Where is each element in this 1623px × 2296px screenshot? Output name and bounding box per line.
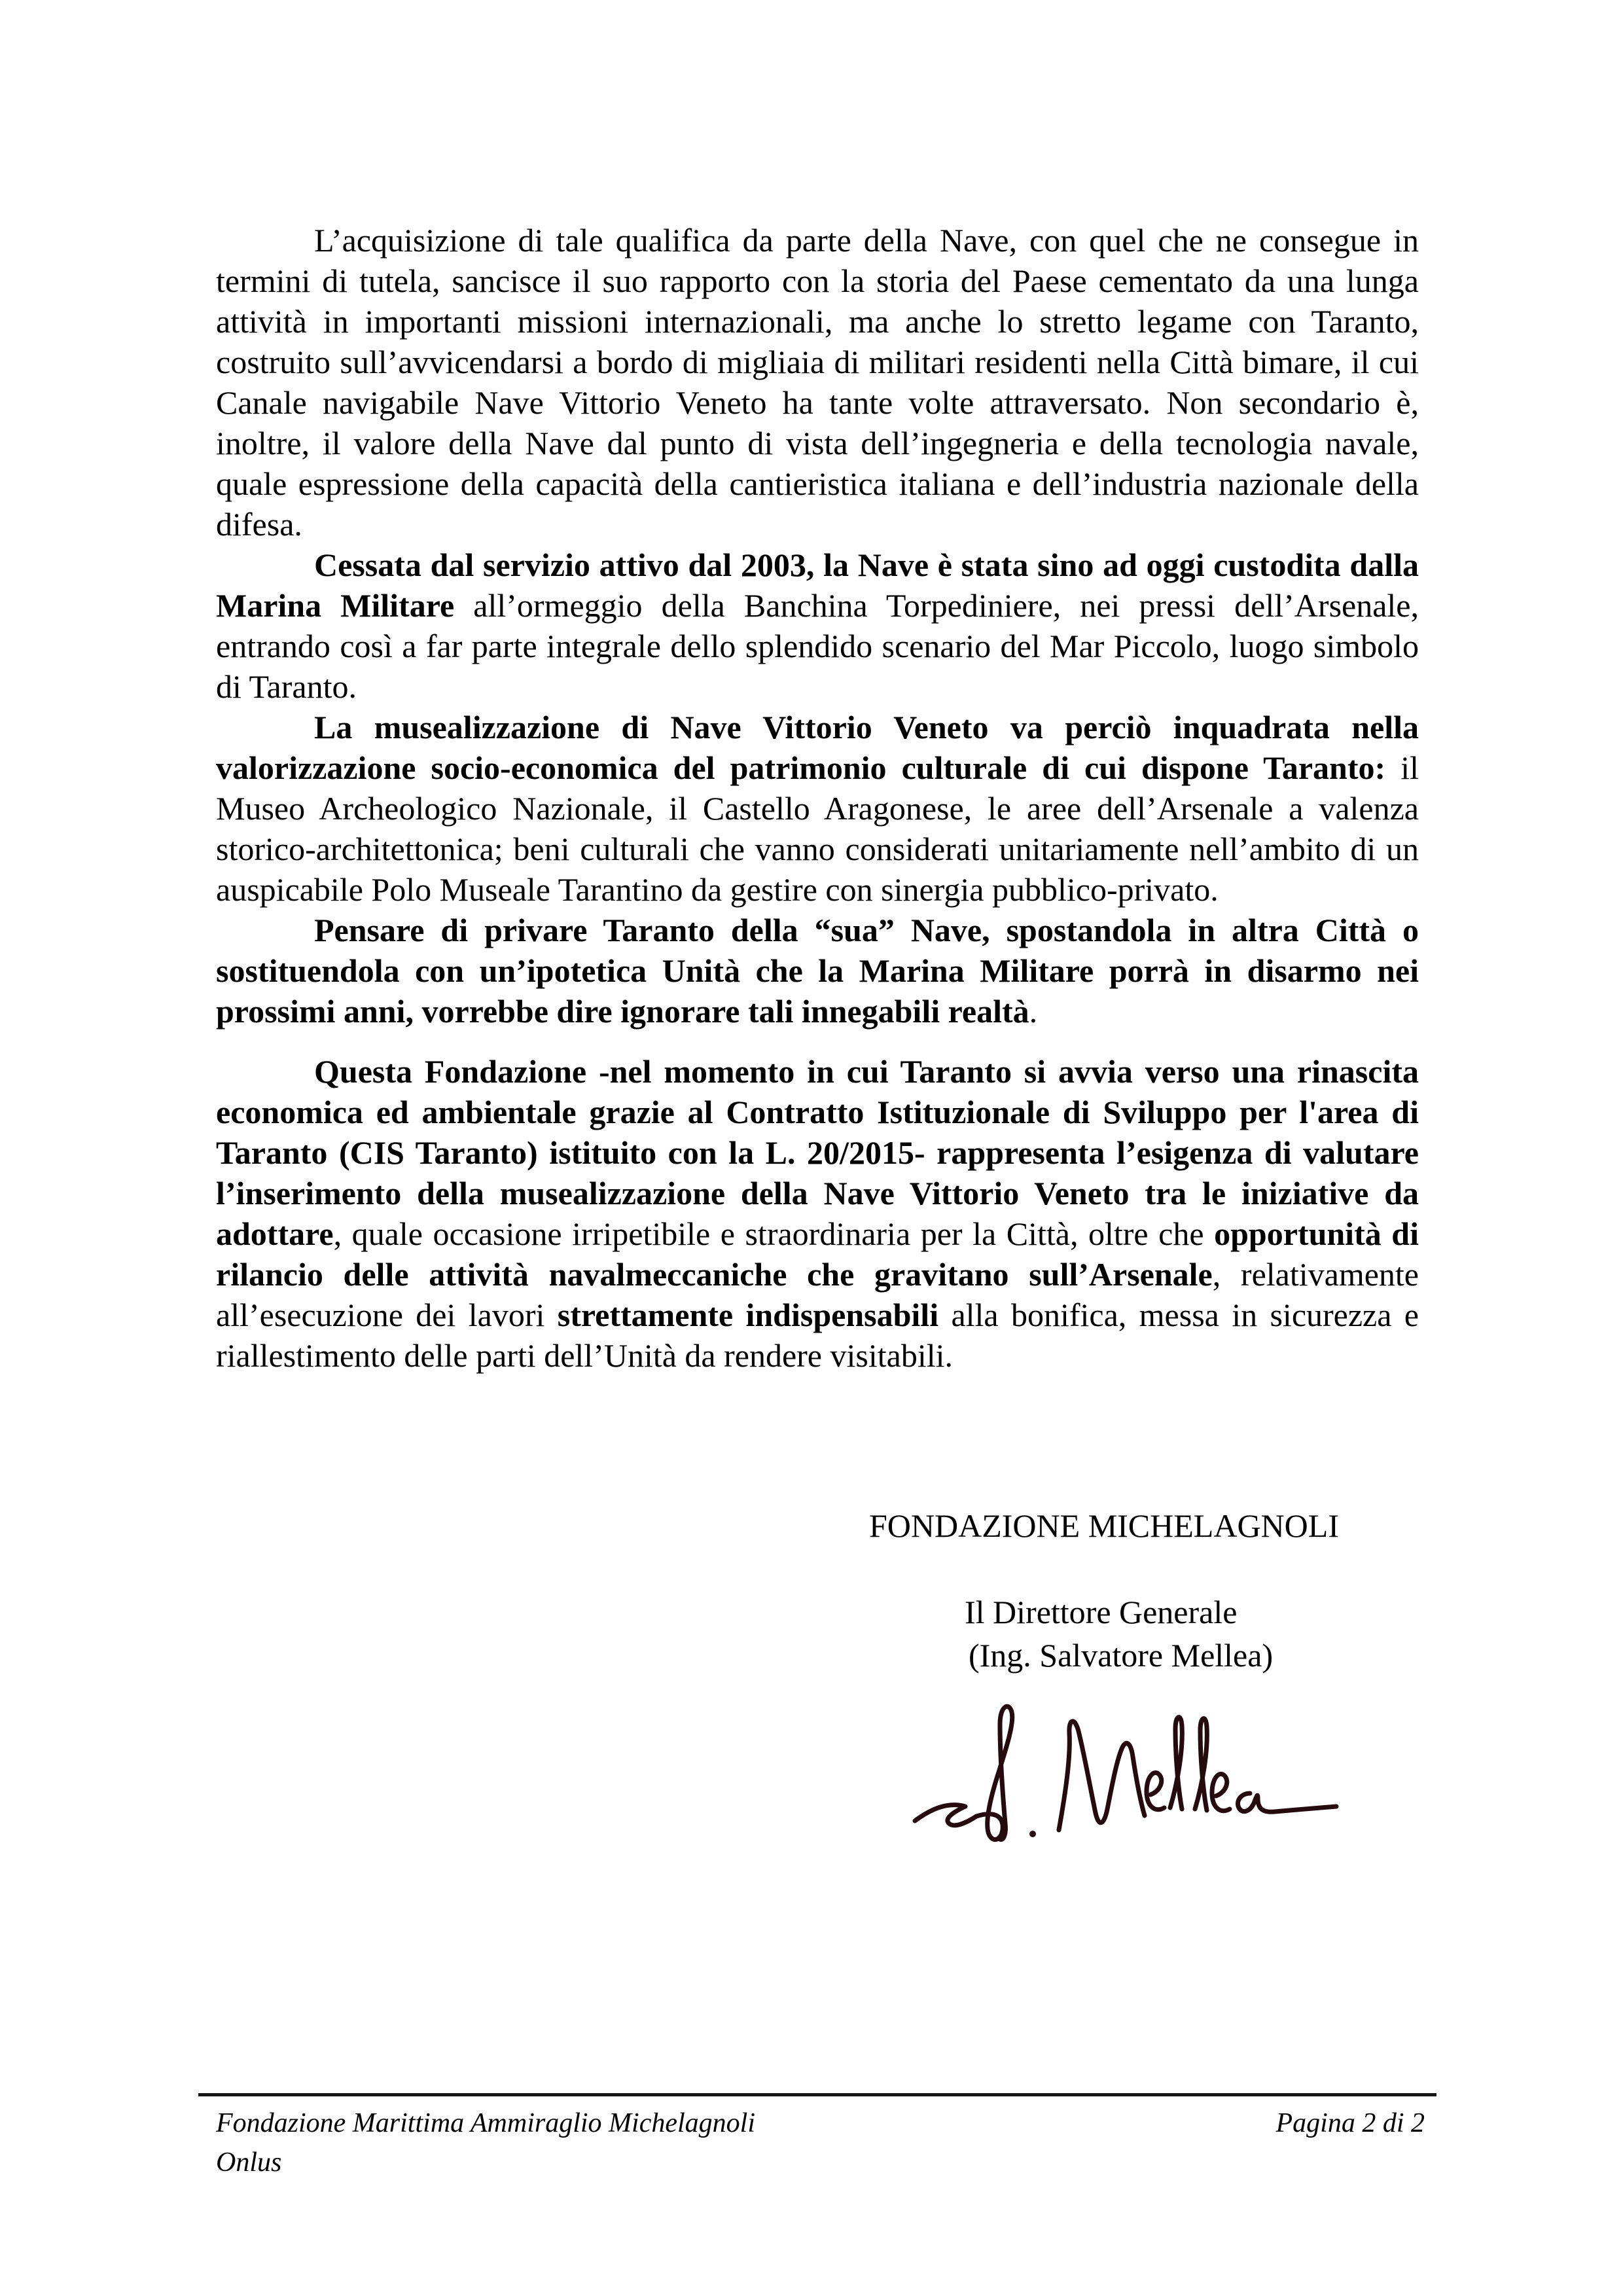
signer-name: (Ing. Salvatore Mellea): [969, 1637, 1274, 1674]
text-run: , relativamente all’esecuzione dei lavori: [216, 1256, 1419, 1333]
text-run: all’ormeggio della Banchina Torpediniere, nei pressi dell’Arsenale, entrando così a far parte integrale dello splendido scenario del Mar Piccolo, luogo simbolo di Taranto.: [216, 587, 1419, 705]
text-run: .: [1029, 993, 1038, 1030]
text-run: il Museo Archeologico Nazionale, il Castello Aragonese, le aree dell’Arsenale a valenza storico-architettonica; beni culturali che vanno considerati unitariamente nell’ambito di un auspicabile Polo Museale Tarantino da gestire con sinergia pubblico-privato.: [216, 749, 1419, 908]
paragraph: [216, 910, 1419, 1031]
letter-body: [216, 220, 1419, 1376]
footer-divider: [198, 2093, 1436, 2096]
signature-icon: [903, 1695, 1348, 1852]
paragraph: [216, 220, 1419, 545]
paragraph: [216, 545, 1419, 707]
footer-organization: [216, 2104, 755, 2182]
signer-title: Il Direttore Generale: [965, 1594, 1238, 1630]
footer-org-line2: Onlus: [216, 2147, 282, 2178]
text-run: Pensare di privare Taranto della “sua” Nave, spostandola in altra Città o sostituendola con un’ipotetica Unità che la Marina Militare porrà in disarmo nei prossimi anni, vorrebbe dire ignorare tali innegabili realtà: [216, 912, 1419, 1030]
closing-organization: FONDAZIONE MICHELAGNOLI: [869, 1507, 1339, 1544]
footer-org-line1: Fondazione Marittima Ammiraglio Michelagnoli: [216, 2108, 756, 2138]
text-run: L’acquisizione di tale qualifica da parte della Nave, con quel che ne consegue in termini di tutela, sancisce il suo rapporto con la storia del Paese cementato da una lunga attività in importanti missioni internazionali, ma anche lo stretto legame con Taranto, costruito sull’avvicendarsi a bordo di migliaia di militari residenti nella Città bimare, il cui Canale navigabile Nave Vittorio Veneto ha tante volte attraversato. Non secondario è, inoltre, il valore della Nave dal punto di vista dell’ingegneria e della tecnologia navale, quale espressione della capacità della cantieristica italiana e dell’industria nazionale della difesa.: [216, 222, 1419, 543]
text-run: strettamente indispensabili: [557, 1297, 939, 1333]
paragraph: [216, 707, 1419, 910]
paragraph: [216, 1051, 1419, 1376]
text-run: opportunità di rilancio delle attività navalmeccaniche che gravitano sull’Arsenale: [216, 1215, 1419, 1293]
text-run: alla bonifica, messa in sicurezza e riallestimento delle parti dell’Unità da rendere visitabili.: [216, 1297, 1419, 1374]
text-run: Questa Fondazione -nel momento in cui Taranto si avvia verso una rinascita economica ed ambientale grazie al Contratto Istituzionale di Sviluppo per l'area di Taranto (CIS Taranto) istituito con la L. 20/2015- rappresenta l’esigenza di valutare l’inserimento della musealizzazione della Nave Vittorio Veneto tra le iniziative da adottare: [216, 1053, 1419, 1252]
text-run: La musealizzazione di Nave Vittorio Veneto va perciò inquadrata nella valorizzazione socio-economica del patrimonio culturale di cui dispone Taranto:: [216, 709, 1419, 786]
text-run: , quale occasione irripetibile e straordinaria per la Città, oltre che: [333, 1215, 1215, 1252]
handwritten-signature: [903, 1695, 1348, 1852]
page-number: Pagina 2 di 2: [1275, 2108, 1425, 2138]
text-run: Cessata dal servizio attivo dal 2003, la Nave è stata sino ad oggi custodita dalla Marina Militare: [216, 547, 1419, 624]
